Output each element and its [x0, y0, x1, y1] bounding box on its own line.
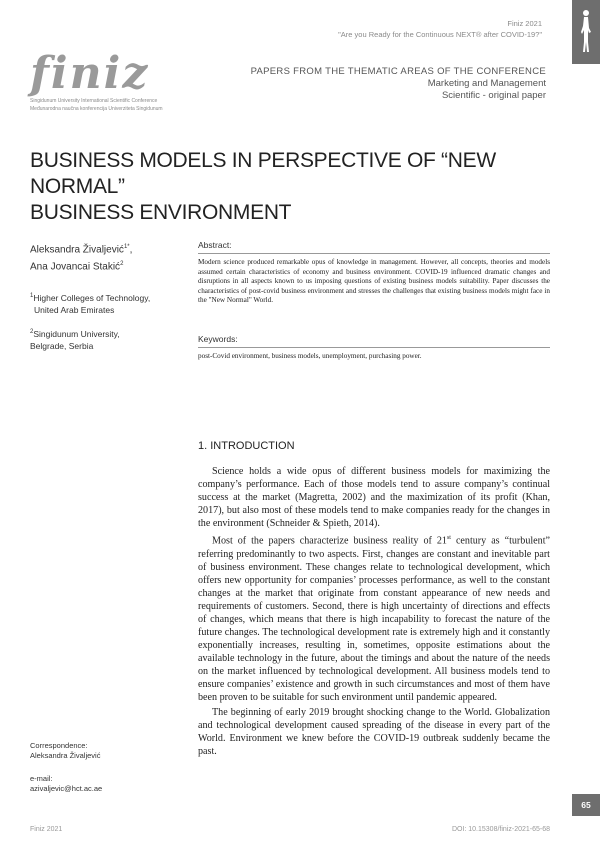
- correspondence-block: [30, 741, 180, 794]
- page-number: 65: [572, 794, 600, 816]
- logo-subtitle-sr: Međunarodna naučna konferencija Univerziteta Singidunum: [30, 106, 163, 112]
- affiliation-2: [30, 326, 180, 352]
- keywords-label: Keywords:: [198, 334, 238, 344]
- section-heading-introduction: 1. INTRODUCTION: [198, 440, 295, 452]
- affiliation-1-sup: 1: [30, 293, 34, 299]
- paper-title: [30, 148, 550, 226]
- conference-name: Finiz 2021: [507, 19, 542, 28]
- paper-category: [251, 66, 546, 102]
- abstract-label: Abstract:: [198, 240, 232, 250]
- keywords-divider: [198, 347, 550, 348]
- finiz-logo: [30, 48, 180, 112]
- logo-subtitle-en: Singidunum University International Scientific Conference: [30, 98, 158, 104]
- author-2: Ana Jovancai Stakić: [30, 261, 121, 273]
- abstract-divider: [198, 253, 550, 254]
- keywords-box: [198, 334, 550, 362]
- abstract-text: Modern science produced remarkable opus of knowledge in management. However, all concepts, theories and models assumed certain characteristics of economy and business environment. COVID-19 influenced dramatic changes and disruptions in all aspects known to us imposing questions of existing business models suitability. Paper discusses the characteristics of post-covid business environment and stresses the challenges that existing business models might face in the "New Normal" World.: [198, 258, 550, 305]
- author-1: Aleksandra Živaljević: [30, 244, 124, 256]
- author-1-sup: 1*: [123, 244, 130, 250]
- email-label: e-mail:: [30, 774, 53, 783]
- affiliation-1-line-1: Higher Colleges of Technology,: [33, 292, 151, 303]
- author-2-sup: 2: [120, 261, 124, 268]
- correspondence-label: Correspondence:: [30, 741, 88, 750]
- correspondence-email: azivaljevic@hct.ac.ae: [30, 784, 103, 793]
- section-label: PAPERS FROM THE THEMATIC AREAS OF THE CONFERENCE: [250, 66, 546, 77]
- affiliation-2-sup: 2: [30, 329, 34, 335]
- affiliation-2-line-2: Belgrade, Serbia: [30, 340, 94, 351]
- conference-tagline: "Are you Ready for the Continuous NEXT® after COVID-19?": [338, 30, 542, 39]
- title-line-2: BUSINESS ENVIRONMENT: [30, 201, 292, 224]
- author-list: Aleksandra Živaljević$^{1*}$, Ana Jovancai Stakić$^2$: [30, 244, 133, 273]
- title-line-1: BUSINESS MODELS IN PERSPECTIVE OF “NEW NORMAL”: [30, 149, 496, 198]
- affiliation-1: [30, 290, 180, 316]
- affiliation-2-line-1: Singidunum University,: [33, 328, 120, 339]
- logo-wordmark: finiz: [30, 48, 150, 99]
- keywords-text: post-Covid environment, business models, unemployment, purchasing power.: [198, 352, 422, 360]
- footer-conference: Finiz 2021: [30, 826, 63, 833]
- intro-paragraph-2-start: Most of the papers characterize business reality of 21: [212, 535, 447, 547]
- statue-figure-icon: [578, 8, 594, 54]
- conference-header: [338, 18, 542, 40]
- footer-doi: DOI: 10.15308/finiz-2021-65-68: [451, 826, 550, 833]
- paper-type: Scientific - original paper: [441, 90, 546, 101]
- intro-paragraph-1: Science holds a wide opus of different business models for maximizing the company’s performance. Each of those models tend to assure company’s continual success at the market (Magretta, 2002) and the maximization of its profit (Khan, 2017), but also most of these models tend to make companies ready for the changes in the environment (Schneider & Spieth, 2014).: [198, 466, 550, 530]
- introduction-body: [198, 465, 550, 760]
- abstract-box: [198, 240, 550, 306]
- intro-paragraph-3: The beginning of early 2019 brought shocking change to the World. Globalization and technological development caused spreading of the disease in every part of the World. Environment we knew before the COVID-19 outbreak suddenly became the past.: [198, 707, 550, 758]
- intro-paragraph-2-rest: century as “turbulent” referring predominantly to two aspects. First, changes are constant and inevitable part of business environment. These changes relate to technological development, which offers new opportunity for companies’ processes performance, as well to the constant changes at the market that originate from constant appearance of new needs and requirements of customers. Second, there is high uncertainty of directions and effects of changes, which means that there is high incapability to forecast the nature of the future changes. The technological development rate is extremely high and it constantly exponentially increases, resulting in, sometimes, opposite estimations about the available technology in the future, about the timings and about the nature of the needs on the market influenced by technological development. All business models tend to ensure companies’ existence and growth in such circumstances and most of them have been proven to be suitable for such environment until pandemic appeared.: [198, 535, 550, 704]
- correspondence-name: Aleksandra Živaljević: [30, 751, 101, 760]
- intro-paragraph-2-sup: st: [446, 535, 451, 542]
- affiliation-1-line-2: United Arab Emirates: [34, 304, 115, 315]
- thematic-area: Marketing and Management: [427, 78, 546, 89]
- intro-paragraph-2: [198, 532, 550, 704]
